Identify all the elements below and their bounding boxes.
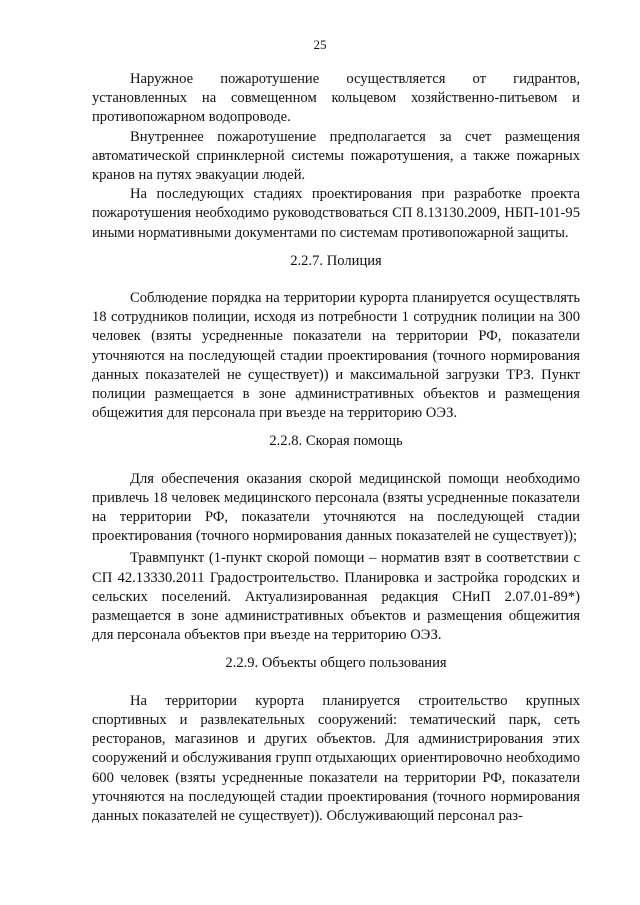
paragraph-ambulance-staff: Для обеспечения оказания скорой медицинской помощи необходимо привлечь 18 человек медицинского персонала (взяты усредненные показатели на территории РФ, показатели уточняются на последующей стадии проектирования (точного нормирования данных показателей не существует)); — [92, 470, 580, 545]
paragraph-indoor-firefighting: Внутреннее пожаротушение предполагается за счет размещения автоматической спринклерной системы пожаротушения, а также пожарных кранов на путях эвакуации людей. — [92, 128, 580, 184]
page-number: 25 — [313, 37, 327, 52]
paragraph-trauma-center: Травмпункт (1-пункт скорой помощи – норматив взят в соответствии с СП 42.13330.2011 Градостроительство. Планировка и застройка городских и сельских поселений. Актуализированная редакция СНиП 2.07.01-89*) размещается в зоне административных объектов и размещения общежития для персонала объектов при въезде на территорию ОЭЗ. — [92, 550, 580, 644]
section-heading-ambulance: 2.2.8. Скорая помощь — [269, 433, 403, 450]
section-heading-police: 2.2.7. Полиция — [290, 252, 382, 269]
document-body — [92, 70, 580, 826]
paragraph-police: Соблюдение порядка на территории курорта планируется осуществлять 18 сотрудников полиции, исходя из потребности 1 сотрудник полиции на 300 человек (взяты усредненные показатели на территории РФ, показатели уточняются на последующей стадии проектирования (точного нормирования данных показателей не существует)) и максимальной загрузки ТРЗ. Пункт полиции размещается в зоне административных объектов и размещения общежития для персонала при въезде на территорию ОЭЗ. — [92, 290, 580, 422]
paragraph-firefighting-regulations: На последующих стадиях проектирования при разработке проекта пожаротушения необходимо руководствоваться СП 8.13130.2009, НБП-101-95 иными нормативными документами по системам противопожарной защиты. — [92, 186, 580, 241]
paragraph-outdoor-firefighting: Наружное пожаротушение осуществляется от гидрантов, установленных на совмещенном кольцевом хозяйственно-питьевом и противопожарном водопроводе. — [92, 71, 580, 126]
section-heading-public-facilities: 2.2.9. Объекты общего пользования — [225, 655, 447, 672]
paragraph-public-facilities: На территории курорта планируется строительство крупных спортивных и развлекательных сооружений: тематический парк, сеть ресторанов, магазинов и других объектов. Для администрирования этих сооружений и обслуживания групп отдыхающих ориентировочно необходимо 600 человек (взяты усредненные показатели на территории РФ, показатели уточняются на последующей стадии проектирования (точного нормирования данных показателей не существует)). Обслуживающий персонал раз- — [92, 692, 580, 824]
